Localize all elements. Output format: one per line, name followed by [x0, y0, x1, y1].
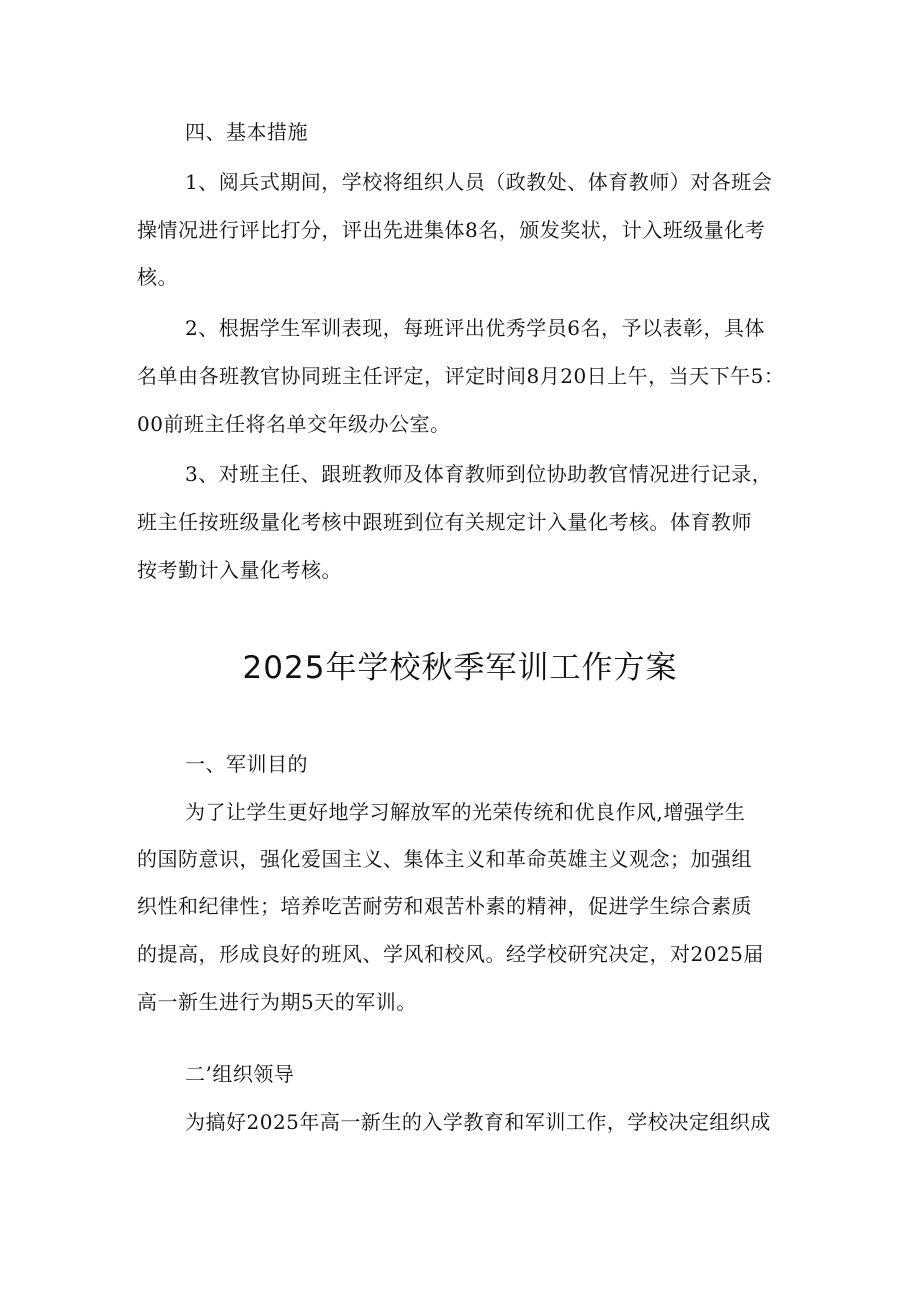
- paragraph-line: 核。: [137, 265, 178, 289]
- section-heading-leadership: 二’组织领导: [185, 1062, 295, 1086]
- section-heading-purpose: 一、军训目的: [185, 752, 308, 776]
- paragraph-line: 2、根据学生军训表现，每班评出优秀学员6名，予以表彰，具体: [185, 316, 765, 340]
- paragraph-line: 织性和纪律性；培养吃苦耐劳和艰苦朴素的精神，促进学生综合素质: [137, 894, 752, 918]
- paragraph-line: 为搞好2025年高一新生的入学教育和军训工作，学校决定组织成: [185, 1110, 771, 1134]
- paragraph-line: 00前班主任将名单交年级办公室。: [137, 412, 451, 436]
- paragraph-line: 为了让学生更好地学习解放军的光荣传统和优良作风,增强学生: [185, 800, 746, 824]
- paragraph-line: 班主任按班级量化考核中跟班到位有关规定计入量化考核。体育教师: [137, 510, 752, 534]
- paragraph-line: 名单由各班教官协同班主任评定，评定时间8月20日上午，当天下午5：: [137, 364, 785, 388]
- section-heading-measures: 四、基本措施: [185, 120, 308, 144]
- paragraph-line: 高一新生进行为期5天的军训。: [137, 990, 417, 1014]
- document-title: 2025年学校秋季军训工作方案: [242, 650, 678, 686]
- paragraph-line: 操情况进行评比打分，评出先进集体8名，颁发奖状，计入班级量化考: [137, 218, 766, 242]
- paragraph-line: 的提高，形成良好的班风、学风和校风。经学校研究决定，对2025届: [137, 942, 764, 966]
- paragraph-line: 1、阅兵式期间，学校将组织人员（政教处、体育教师）对各班会: [185, 170, 773, 194]
- paragraph-line: 按考勤计入量化考核。: [137, 558, 342, 582]
- paragraph-line: 3、对班主任、跟班教师及体育教师到位协助教官情况进行记录，: [185, 462, 773, 486]
- paragraph-line: 的国防意识，强化爱国主义、集体主义和革命英雄主义观念；加强组: [137, 847, 752, 871]
